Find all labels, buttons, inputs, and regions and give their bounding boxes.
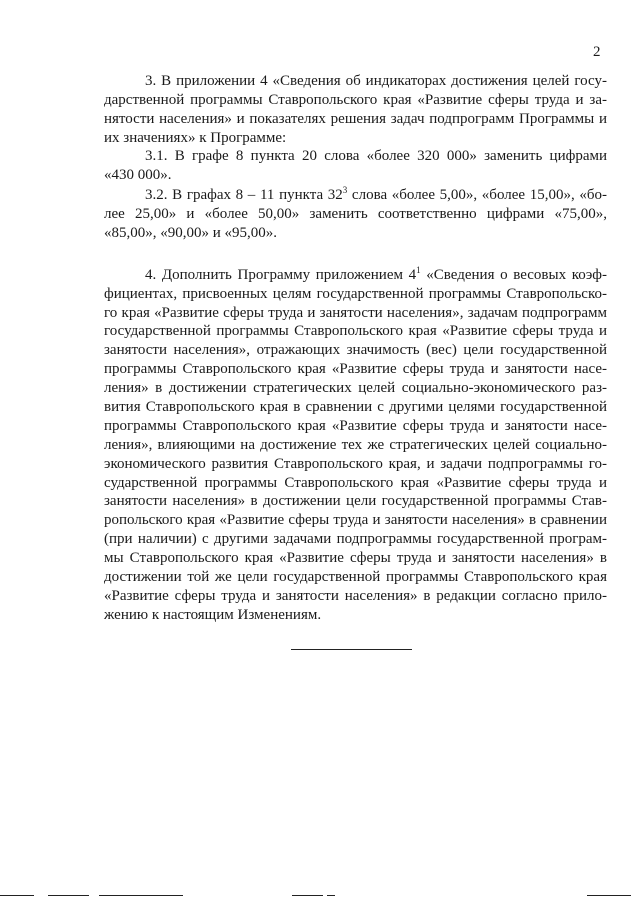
text-line: их значениях» к Программе: [104, 130, 287, 146]
text-line: вития Ставропольского края в сравнении с другими целями государственной [104, 399, 607, 415]
text-line: государственной программы Ставропольского края «Развитие сферы труда и [104, 323, 607, 339]
text-fragment: 3.2. В графах 8 – 11 пункта 32 [145, 187, 343, 203]
text-line: фициентах, присвоенных целям государственной программы Ставропольско- [104, 286, 607, 302]
text-line: ления», влияющими на достижение тех же стратегических целей социально- [104, 437, 607, 453]
text-line: занятости населения», отражающих значимость (вес) цели государственной [104, 342, 607, 358]
text-line: «430 000». [104, 167, 172, 183]
text-line [145, 186, 607, 205]
text-line: нятости населения» и показателях решения задач подпрограмм Программы и [104, 111, 607, 127]
text-line: лее 25,00» и «более 50,00» заменить соответственно цифрами «75,00», [104, 206, 607, 222]
text-fragment: 4. Дополнить Программу приложением 4 [145, 267, 417, 283]
footer-mark [48, 895, 89, 896]
text-line: ропольского края «Развитие сферы труда и занятости населения» в сравнении [104, 512, 607, 528]
text-line: 3.1. В графе 8 пункта 20 слова «более 320 000» заменить цифрами [145, 148, 607, 164]
text-line: дарственной программы Ставропольского края «Развитие сферы труда и за- [104, 92, 607, 108]
footer-mark [292, 895, 323, 896]
text-fragment: «Сведения о весовых коэф- [420, 267, 607, 283]
text-line [145, 266, 607, 285]
text-line: сударственной программы Ставропольского края «Развитие сферы труда и [104, 475, 607, 491]
text-line: 3. В приложении 4 «Сведения об индикаторах достижения целей госу- [145, 73, 607, 89]
text-line: жению к настоящим Изменениям. [104, 607, 322, 623]
footer-mark [0, 895, 34, 896]
separator-line [291, 649, 412, 650]
text-line: мы Ставропольского края «Развитие сферы труда и занятости населения» в [104, 550, 607, 566]
text-fragment: слова «более 5,00», «более 15,00», «бо- [347, 187, 607, 203]
text-line: экономического развития Ставропольского края, и задачи подпрограммы го- [104, 456, 607, 472]
text-line: «85,00», «90,00» и «95,00». [104, 225, 278, 241]
text-line: занятости населения» в достижении цели государственной программы Став- [104, 493, 607, 509]
footer-mark [587, 895, 631, 896]
text-line: ления» в достижении стратегических целей социально-экономического раз- [104, 380, 607, 396]
text-line: программы Ставропольского края «Развитие сферы труда и занятости насе- [104, 361, 607, 377]
text-line: программы Ставропольского края «Развитие сферы труда и занятости насе- [104, 418, 607, 434]
text-line: (при наличии) с другими задачами подпрограммы государственной програм- [104, 531, 607, 547]
superscript: 1 [416, 265, 421, 275]
text-line: достижении той же цели государственной программы Ставропольского края [104, 569, 607, 585]
footer-mark [99, 895, 183, 896]
text-line: го края «Развитие сферы труда и занятости населения», задачам подпрограмм [104, 305, 607, 321]
text-line: «Развитие сферы труда и занятости населения» в редакции согласно прило- [104, 588, 607, 604]
superscript: 3 [342, 185, 348, 195]
footer-mark [327, 895, 335, 896]
page-number: 2 [593, 44, 601, 60]
